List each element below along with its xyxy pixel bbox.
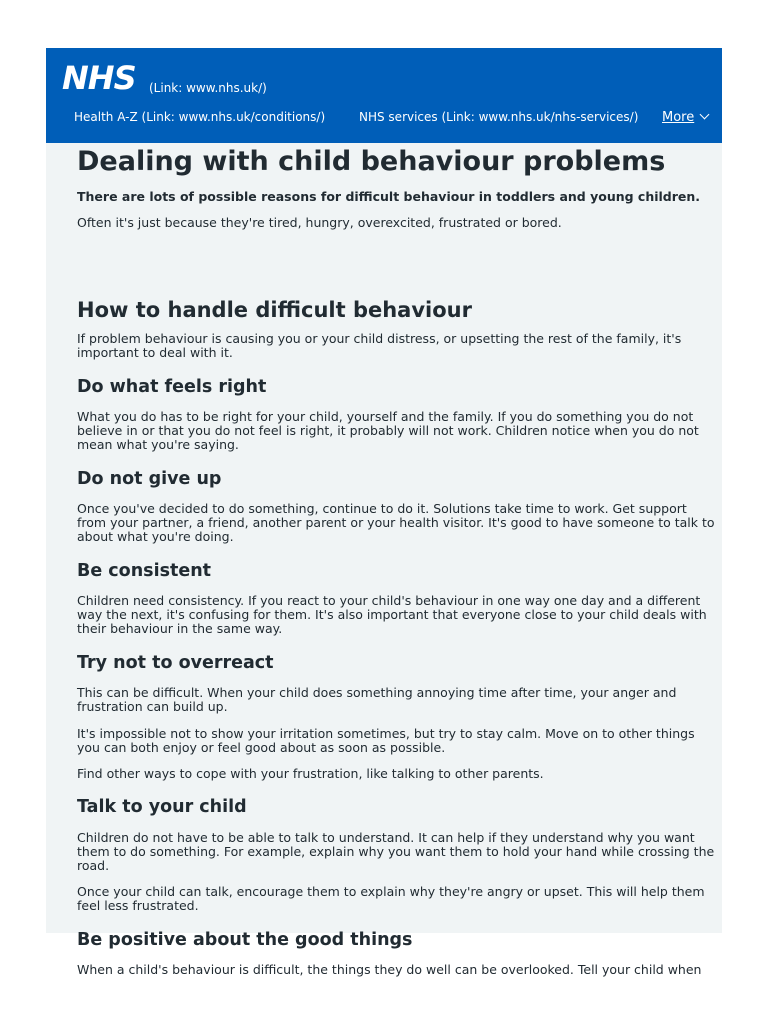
nav-more-button[interactable] [662,110,708,125]
subsection-paragraph: Children do not have to be able to talk to understand. It can help if they understand why you want them to do something. For example, explain why you want them to hold your hand while crossing the road. [77,830,715,873]
subsection-heading-be-consistent: Be consistent [77,561,212,581]
nav-item-nhs-services[interactable]: NHS services (Link: www.nhs.uk/nhs-services/) [359,110,639,124]
logo-link-text[interactable]: (Link: www.nhs.uk/) [149,81,267,95]
subsection-paragraph: It's impossible not to show your irritation sometimes, but try to stay calm. Move on to other things you can both enjoy or feel good about as soon as possible. [77,726,695,755]
subsection-paragraph: This can be difficult. When your child does something annoying time after time, your anger and frustration can build up. [77,685,677,714]
intro-text: Often it's just because they're tired, hungry, overexcited, frustrated or bored. [77,215,562,230]
page-card [46,48,722,977]
chevron-down-icon [700,110,710,120]
subsection-paragraph: Find other ways to cope with your frustration, like talking to other parents. [77,766,544,781]
subsection-heading-do-not-give-up: Do not give up [77,469,222,489]
subsection-paragraph: Children need consistency. If you react to your child's behaviour in one way one day and a different way the next, it's confusing for them. It's also important that everyone close to your child deals with their behaviour in the same way. [77,593,707,636]
subsection-paragraph: What you do has to be right for your child, yourself and the family. If you do something you do not believe in or that you do not feel is right, it probably will not work. Children notice when you do not mean what you're saying. [77,409,699,452]
nav-item-health-a-z[interactable]: Health A-Z (Link: www.nhs.uk/conditions/) [74,110,326,124]
subsection-heading-be-positive: Be positive about the good things [77,930,413,950]
section-intro: If problem behaviour is causing you or your child distress, or upsetting the rest of the family, it's important to deal with it. [77,331,682,360]
page-title: Dealing with child behaviour problems [77,146,666,177]
section-heading: How to handle difficult behaviour [77,298,472,322]
nhs-logo[interactable]: NHS [62,59,136,97]
subsection-heading-do-what-feels-right: Do what feels right [77,377,267,397]
subsection-paragraph: Once your child can talk, encourage them to explain why they're angry or upset. This will help them feel less frustrated. [77,884,705,913]
subsection-paragraph: Once you've decided to do something, continue to do it. Solutions take time to work. Get support from your partner, a friend, another parent or your health visitor. It's good to have someone to talk to about what you're doing. [77,501,715,544]
subsection-paragraph: When a child's behaviour is difficult, the things they do well can be overlooked. Tell your child when [77,962,702,977]
nav-more-label: More [662,110,695,125]
subsection-heading-talk-to-your-child: Talk to your child [77,797,247,817]
lede-text: There are lots of possible reasons for difficult behaviour in toddlers and young children. [77,189,701,204]
site-header [46,48,722,143]
subsection-heading-try-not-to-overreact: Try not to overreact [77,653,274,673]
